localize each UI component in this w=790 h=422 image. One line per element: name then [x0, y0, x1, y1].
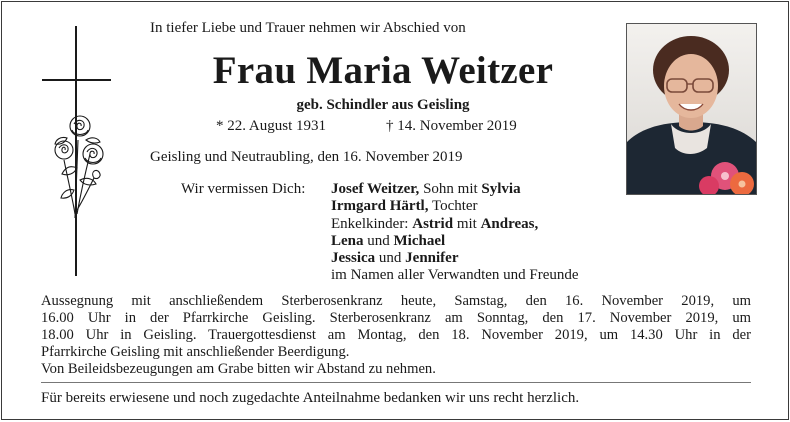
- mourner-text: Enkelkinder:: [331, 215, 413, 232]
- funeral-notice: [41, 293, 751, 378]
- mourners-label: Wir vermissen Dich:: [181, 181, 306, 197]
- mourner-text: Sohn mit: [419, 181, 482, 197]
- mourner-name: Jennifer: [405, 250, 459, 267]
- mourners-list: [331, 181, 579, 285]
- intro-text: In tiefer Liebe und Trauer nehmen wir Abschied von: [150, 20, 466, 36]
- divider: [41, 382, 751, 383]
- mourner-line: [331, 181, 579, 198]
- mourner-line: [331, 250, 579, 267]
- mourner-name: Lena: [331, 232, 364, 249]
- mourner-line: [331, 233, 579, 250]
- portrait-photo: [626, 23, 757, 195]
- mourner-name: Andreas,: [480, 215, 539, 232]
- mourner-text: und: [375, 250, 406, 267]
- mourner-line: [331, 198, 579, 215]
- mourner-line: [331, 267, 579, 284]
- mourner-name: Astrid: [412, 215, 454, 232]
- notice-line: Von Beileidsbezeugungen am Grabe bitten wir Abstand zu nehmen.: [41, 361, 436, 377]
- mourner-name: Sylvia: [481, 181, 521, 197]
- notice-line: 16.00 Uhr in der Pfarrkirche Geisling. Sterberosenkranz am Sonntag, den 17. November 2019, um: [41, 310, 751, 326]
- deceased-name: Frau Maria Weitzer: [212, 49, 554, 92]
- maiden-name: geb. Schindler aus Geisling: [296, 97, 470, 113]
- mourner-text: und: [363, 232, 394, 249]
- mourner-name: Jessica: [331, 250, 376, 267]
- mourner-name: Michael: [393, 232, 446, 249]
- birth-date: * 22. August 1931: [216, 118, 327, 134]
- notice-line: 18.00 Uhr in Geisling. Trauergottesdienst am Montag, den 18. November 2019, um 14.30 Uhr in der: [41, 327, 751, 343]
- mourner-line: [331, 216, 579, 233]
- mourner-text: Tochter: [428, 198, 478, 215]
- place-and-date: Geisling und Neutraubling, den 16. November 2019: [150, 149, 463, 165]
- mourner-text: im Namen aller Verwandten und Freunde: [331, 267, 579, 284]
- notice-line: Aussegnung mit anschließendem Sterberosenkranz heute, Samstag, den 16. November 2019, um: [41, 293, 751, 309]
- cross-icon-horizontal: [42, 79, 111, 81]
- notice-line: Pfarrkirche Geisling mit anschließender Beerdigung.: [41, 344, 350, 360]
- death-date: † 14. November 2019: [386, 118, 517, 134]
- thanks-text: Für bereits erwiesene und noch zugedachte Anteilnahme bedanken wir uns recht herzlich.: [41, 390, 580, 406]
- mourner-text: mit: [453, 215, 481, 232]
- roses-icon: [50, 110, 110, 220]
- mourner-name: Irmgard Härtl,: [331, 198, 429, 215]
- mourner-name: Josef Weitzer,: [331, 181, 420, 197]
- obituary-notice: [1, 1, 789, 420]
